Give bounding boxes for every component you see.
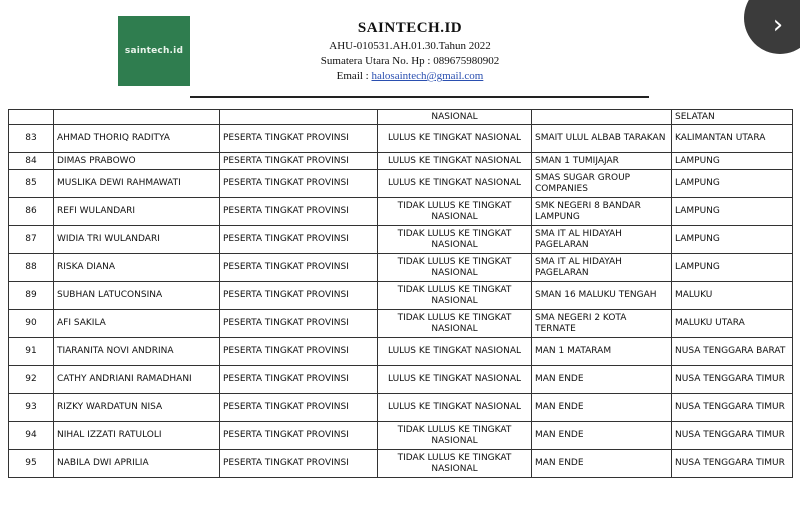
email-label: Email :: [336, 70, 372, 82]
cell-no: 93: [9, 394, 54, 422]
cell-no: 88: [9, 254, 54, 282]
cell-name: AHMAD THORIQ RADITYA: [54, 125, 220, 153]
cell-school: MAN 1 MATARAM: [532, 338, 672, 366]
table-row: [9, 254, 793, 282]
table-row: [9, 198, 793, 226]
chevron-right-icon: ›: [772, 10, 784, 40]
cell-province: LAMPUNG: [672, 254, 793, 282]
cell-status: LULUS KE TINGKAT NASIONAL: [378, 170, 532, 198]
email-line: [270, 70, 550, 82]
cell-status: TIDAK LULUS KE TINGKAT NASIONAL: [378, 310, 532, 338]
cell-status: TIDAK LULUS KE TINGKAT NASIONAL: [378, 226, 532, 254]
table-row: [9, 394, 793, 422]
table-row: [9, 110, 793, 125]
table-row: [9, 310, 793, 338]
cell-status: LULUS KE TINGKAT NASIONAL: [378, 366, 532, 394]
cell-school: SMA NEGERI 2 KOTA TERNATE: [532, 310, 672, 338]
cell-status: LULUS KE TINGKAT NASIONAL: [378, 153, 532, 170]
table-row: [9, 338, 793, 366]
logo-text: saintech.id: [124, 46, 184, 56]
cell-province: NUSA TENGGARA TIMUR: [672, 450, 793, 478]
email-link[interactable]: halosaintech@gmail.com: [371, 70, 484, 82]
cell-name: REFI WULANDARI: [54, 198, 220, 226]
cell-status: TIDAK LULUS KE TINGKAT NASIONAL: [378, 282, 532, 310]
cell-level: PESERTA TINGKAT PROVINSI: [220, 394, 378, 422]
cell-status: TIDAK LULUS KE TINGKAT NASIONAL: [378, 450, 532, 478]
cell-no: 94: [9, 422, 54, 450]
cell-school: MAN ENDE: [532, 366, 672, 394]
cell-level: PESERTA TINGKAT PROVINSI: [220, 422, 378, 450]
cell-level: PESERTA TINGKAT PROVINSI: [220, 310, 378, 338]
table-row: [9, 125, 793, 153]
cell-name: DIMAS PRABOWO: [54, 153, 220, 170]
cell-no: 85: [9, 170, 54, 198]
cell-no: 84: [9, 153, 54, 170]
cell-no: 83: [9, 125, 54, 153]
contact-line: Sumatera Utara No. Hp : 089675980902: [320, 55, 500, 67]
table-row: [9, 422, 793, 450]
cell-name: MUSLIKA DEWI RAHMAWATI: [54, 170, 220, 198]
cell-school: MAN ENDE: [532, 450, 672, 478]
cell-status: LULUS KE TINGKAT NASIONAL: [378, 338, 532, 366]
cell-school: MAN ENDE: [532, 422, 672, 450]
table-row: [9, 366, 793, 394]
table-row: [9, 153, 793, 170]
table-row: [9, 450, 793, 478]
cell-province: NUSA TENGGARA BARAT: [672, 338, 793, 366]
cell-name: AFI SAKILA: [54, 310, 220, 338]
cell-province: LAMPUNG: [672, 226, 793, 254]
cell-name: SUBHAN LATUCONSINA: [54, 282, 220, 310]
cell-province: NUSA TENGGARA TIMUR: [672, 422, 793, 450]
cell-province: NUSA TENGGARA TIMUR: [672, 366, 793, 394]
cell-level: PESERTA TINGKAT PROVINSI: [220, 226, 378, 254]
cell-province: LAMPUNG: [672, 198, 793, 226]
cell-name: [54, 110, 220, 125]
cell-province: MALUKU UTARA: [672, 310, 793, 338]
table-row: [9, 282, 793, 310]
cell-status: TIDAK LULUS KE TINGKAT NASIONAL: [378, 422, 532, 450]
cell-school: SMK NEGERI 8 BANDAR LAMPUNG: [532, 198, 672, 226]
cell-level: PESERTA TINGKAT PROVINSI: [220, 254, 378, 282]
saintech-logo: [118, 16, 190, 86]
cell-level: [220, 110, 378, 125]
cell-name: NIHAL IZZATI RATULOLI: [54, 422, 220, 450]
cell-province: KALIMANTAN UTARA: [672, 125, 793, 153]
cell-status: LULUS KE TINGKAT NASIONAL: [378, 125, 532, 153]
cell-school: MAN ENDE: [532, 394, 672, 422]
cell-school: SMA IT AL HIDAYAH PAGELARAN: [532, 226, 672, 254]
cell-no: 95: [9, 450, 54, 478]
cell-name: RIZKY WARDATUN NISA: [54, 394, 220, 422]
org-title: SAINTECH.ID: [357, 20, 463, 36]
cell-school: SMAN 16 MALUKU TENGAH: [532, 282, 672, 310]
cell-no: 92: [9, 366, 54, 394]
cell-school: SMAS SUGAR GROUP COMPANIES: [532, 170, 672, 198]
cell-status: TIDAK LULUS KE TINGKAT NASIONAL: [378, 198, 532, 226]
participant-table: [8, 109, 793, 478]
cell-school: [532, 110, 672, 125]
cell-name: RISKA DIANA: [54, 254, 220, 282]
cell-no: 89: [9, 282, 54, 310]
cell-level: PESERTA TINGKAT PROVINSI: [220, 125, 378, 153]
cell-name: WIDIA TRI WULANDARI: [54, 226, 220, 254]
cell-name: TIARANITA NOVI ANDRINA: [54, 338, 220, 366]
cell-no: 87: [9, 226, 54, 254]
table-row: [9, 170, 793, 198]
cell-level: PESERTA TINGKAT PROVINSI: [220, 170, 378, 198]
cell-school: SMA IT AL HIDAYAH PAGELARAN: [532, 254, 672, 282]
cell-level: PESERTA TINGKAT PROVINSI: [220, 450, 378, 478]
header-divider: [190, 96, 649, 98]
next-button[interactable]: [744, 0, 800, 54]
cell-province: NUSA TENGGARA TIMUR: [672, 394, 793, 422]
cell-name: NABILA DWI APRILIA: [54, 450, 220, 478]
cell-level: PESERTA TINGKAT PROVINSI: [220, 153, 378, 170]
cell-no: 91: [9, 338, 54, 366]
cell-level: PESERTA TINGKAT PROVINSI: [220, 198, 378, 226]
cell-province: MALUKU: [672, 282, 793, 310]
cell-school: SMAN 1 TUMIJAJAR: [532, 153, 672, 170]
cell-province: LAMPUNG: [672, 170, 793, 198]
cell-no: 90: [9, 310, 54, 338]
cell-name: CATHY ANDRIANI RAMADHANI: [54, 366, 220, 394]
cell-no: 86: [9, 198, 54, 226]
cell-status: TIDAK LULUS KE TINGKAT NASIONAL: [378, 254, 532, 282]
cell-school: SMAIT ULUL ALBAB TARAKAN: [532, 125, 672, 153]
table-row: [9, 226, 793, 254]
letterhead: [270, 20, 550, 82]
cell-level: PESERTA TINGKAT PROVINSI: [220, 366, 378, 394]
cell-no: [9, 110, 54, 125]
cell-status: NASIONAL: [378, 110, 532, 125]
cell-status: LULUS KE TINGKAT NASIONAL: [378, 394, 532, 422]
cell-province: LAMPUNG: [672, 153, 793, 170]
cell-province: SELATAN: [672, 110, 793, 125]
cell-level: PESERTA TINGKAT PROVINSI: [220, 282, 378, 310]
cell-level: PESERTA TINGKAT PROVINSI: [220, 338, 378, 366]
ahu-number: AHU-010531.AH.01.30.Tahun 2022: [329, 40, 491, 52]
